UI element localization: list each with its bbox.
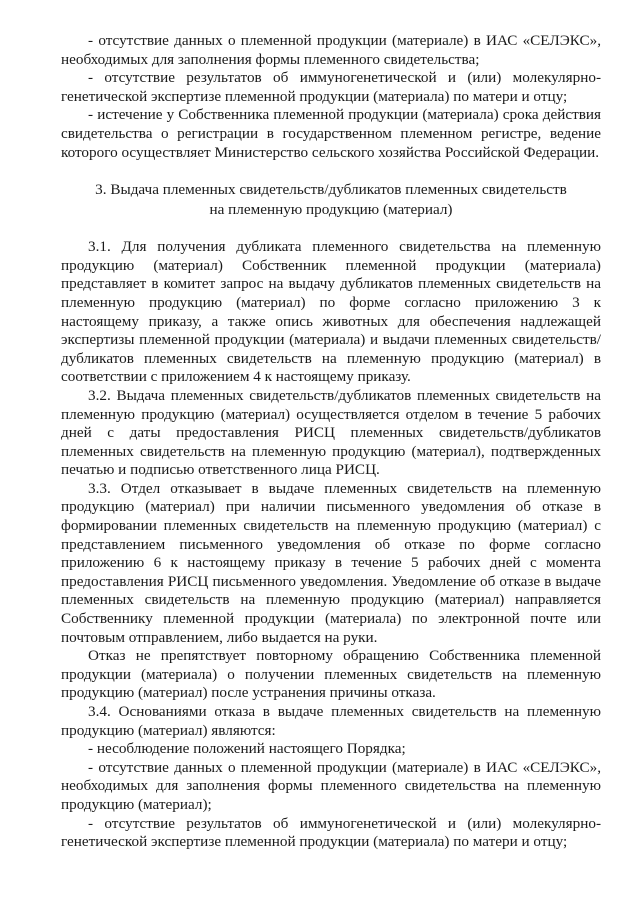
section-heading: [61, 162, 601, 238]
section-title-line-1: 3. Выдача племенных свидетельств/дубликатов племенных свидетельств: [95, 181, 567, 199]
section-title-line-2: на племенную продукцию (материал): [209, 201, 453, 219]
paragraph-refusal: Отказ не препятствует повторному обращению Собственника племенной продукции (материала) о получении племенных свидетельств на племенную продукцию (материал) после устранения причины отказа.: [61, 647, 601, 702]
paragraph-3-3: 3.3. Отдел отказывает в выдаче племенных свидетельств на племенную продукцию (материал) при наличии письменного уведомления об отказе в формировании племенных свидетельств на племенную продукцию (материал) с представлением письменного уведомления об отказе по форме согласно приложению 6 к настоящему приказу в течение 5 рабочих дней с момента предоставления РИСЦ письменного уведомления. Уведомление об отказе в выдаче племенных свидетельств на племенную продукцию (материал) направляется Собственнику племенной продукции (материала) по электронной почте или почтовым отправлением, либо выдается на руки.: [61, 479, 601, 646]
list-item: - истечение у Собственника племенной продукции (материала) срока действия свидетельства о регистрации в государственном племенном регистре, ведение которого осуществляет Министерство сельского хозяйства Российской Федерации.: [61, 106, 601, 161]
list-item: - отсутствие результатов об иммуногенетической и (или) молекулярно-генетической экспертизе племенной продукции (материала) по матери и отцу;: [61, 69, 601, 105]
paragraph-3-2: 3.2. Выдача племенных свидетельств/дубликатов племенных свидетельств на племенную продукцию (материал) осуществляется отделом в течение 5 рабочих дней с даты предоставления РИСЦ племенных свидетельств/дубликатов племенных свидетельств на племенную продукцию (материал), подтвержденных печатью и подписью ответственного лица РИСЦ.: [61, 386, 601, 479]
document-page: [61, 32, 601, 852]
paragraph-3-4: 3.4. Основаниями отказа в выдаче племенных свидетельств на племенную продукцию (материал) являются:: [61, 703, 601, 739]
list-item: - несоблюдение положений настоящего Порядка;: [88, 740, 406, 758]
list-item: - отсутствие данных о племенной продукции (материале) в ИАС «СЕЛЭКС», необходимых для заполнения формы племенного свидетельства;: [61, 32, 601, 68]
list-item: - отсутствие результатов об иммуногенетической и (или) молекулярно-генетической экспертизе племенной продукции (материала) по матери и отцу;: [61, 814, 601, 851]
list-item: - отсутствие данных о племенной продукции (материале) в ИАС «СЕЛЭКС», необходимых для заполнения формы племенного свидетельства на племенную продукцию (материал);: [61, 758, 601, 813]
paragraph-3-1: 3.1. Для получения дубликата племенного свидетельства на племенную продукцию (материал) Собственник племенной продукции (материала) представляет в комитет запрос на выдачу дубликатов племенных свидетельств на племенную продукцию (материал) по форме согласно приложению 3 к настоящему приказу, а также опись животных для обеспечения надлежащей экспертизы племенной продукции (материала) и выдачи племенных свидетельств/дубликатов племенных свидетельств на племенную продукцию (материал) в соответствии с приложением 4 к настоящему приказу.: [61, 238, 601, 386]
